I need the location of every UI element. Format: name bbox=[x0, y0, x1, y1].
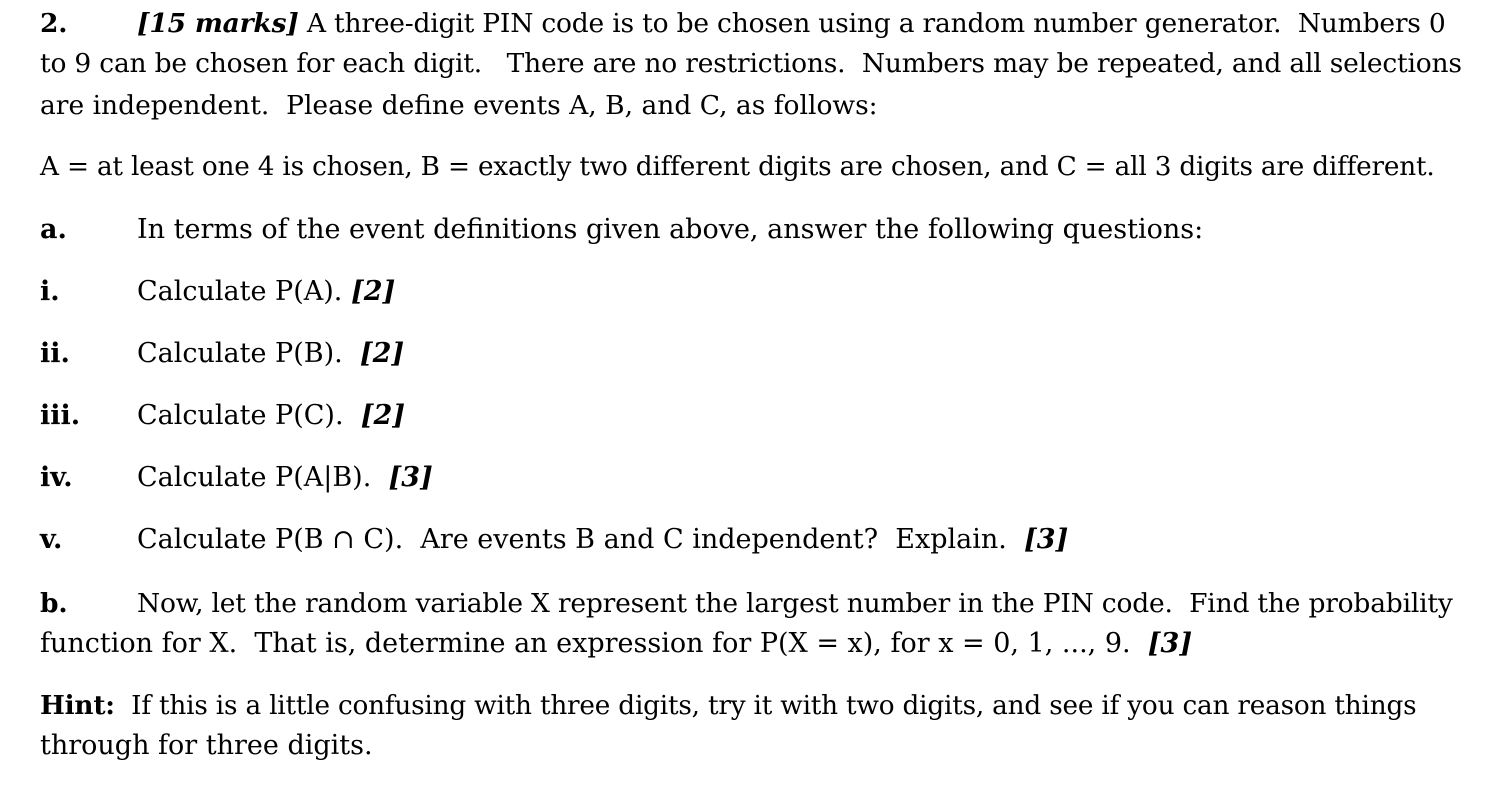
hint-label: Hint: bbox=[40, 690, 115, 721]
part-a-item-v bbox=[40, 520, 1480, 560]
item-text: Calculate P(B). bbox=[137, 338, 360, 369]
question-number: 2. bbox=[40, 8, 68, 39]
question-intro-text-1: A three-digit PIN code is to be chosen using a random number generator. Numbers 0 bbox=[306, 8, 1446, 39]
question-marks: [15 marks] bbox=[137, 8, 299, 39]
item-marks: [3] bbox=[1024, 524, 1069, 555]
hint-line-2: through for three digits. bbox=[40, 730, 373, 761]
item-text: Calculate P(A|B). bbox=[137, 462, 389, 493]
item-label: i. bbox=[40, 276, 60, 307]
part-a-heading bbox=[40, 210, 1480, 250]
part-b-text-1: Now, let the random variable X represent the largest number in the PIN code. Find the probability bbox=[137, 588, 1453, 619]
question-intro-line-3: are independent. Please define events A, B, and C, as follows: bbox=[40, 90, 878, 121]
item-label: iii. bbox=[40, 400, 81, 431]
question-intro-line-1 bbox=[40, 4, 1480, 44]
part-b-text-2: function for X. That is, determine an expression for P(X = x), for x = 0, 1, ..., 9. bbox=[40, 628, 1148, 659]
part-a-label: a. bbox=[40, 214, 67, 245]
item-text: Calculate P(C). bbox=[137, 400, 361, 431]
part-a-item-iii bbox=[40, 396, 1480, 436]
events-definition: A = at least one 4 is chosen, B = exactly two different digits are chosen, and C = all 3 digits are different. bbox=[40, 152, 1435, 182]
item-text: Calculate P(A). bbox=[137, 276, 351, 307]
item-marks: [2] bbox=[350, 276, 396, 307]
part-a-item-i bbox=[40, 272, 1480, 312]
item-label: v. bbox=[40, 524, 63, 555]
part-b-label: b. bbox=[40, 588, 68, 619]
part-a-item-iv bbox=[40, 458, 1480, 498]
item-text: Calculate P(B ∩ C). Are events B and C independent? Explain. bbox=[137, 524, 1024, 555]
part-b-line-2 bbox=[40, 624, 1480, 664]
part-a-item-ii bbox=[40, 334, 1480, 374]
part-b-line-1 bbox=[40, 584, 1480, 624]
hint-text-1: If this is a little confusing with three digits, try it with two digits, and see if you can reason things bbox=[114, 691, 1417, 721]
item-marks: [3] bbox=[388, 462, 433, 493]
part-a-text: In terms of the event definitions given above, answer the following questions: bbox=[137, 214, 1204, 245]
question-intro-line-2: to 9 can be chosen for each digit. There are no restrictions. Numbers may be repeated, and all selections bbox=[40, 48, 1462, 79]
item-label: iv. bbox=[40, 462, 73, 493]
hint-line-1 bbox=[40, 686, 1480, 726]
item-marks: [2] bbox=[360, 400, 406, 431]
item-label: ii. bbox=[40, 338, 70, 369]
item-marks: [2] bbox=[359, 338, 405, 369]
part-b-marks: [3] bbox=[1147, 628, 1193, 659]
